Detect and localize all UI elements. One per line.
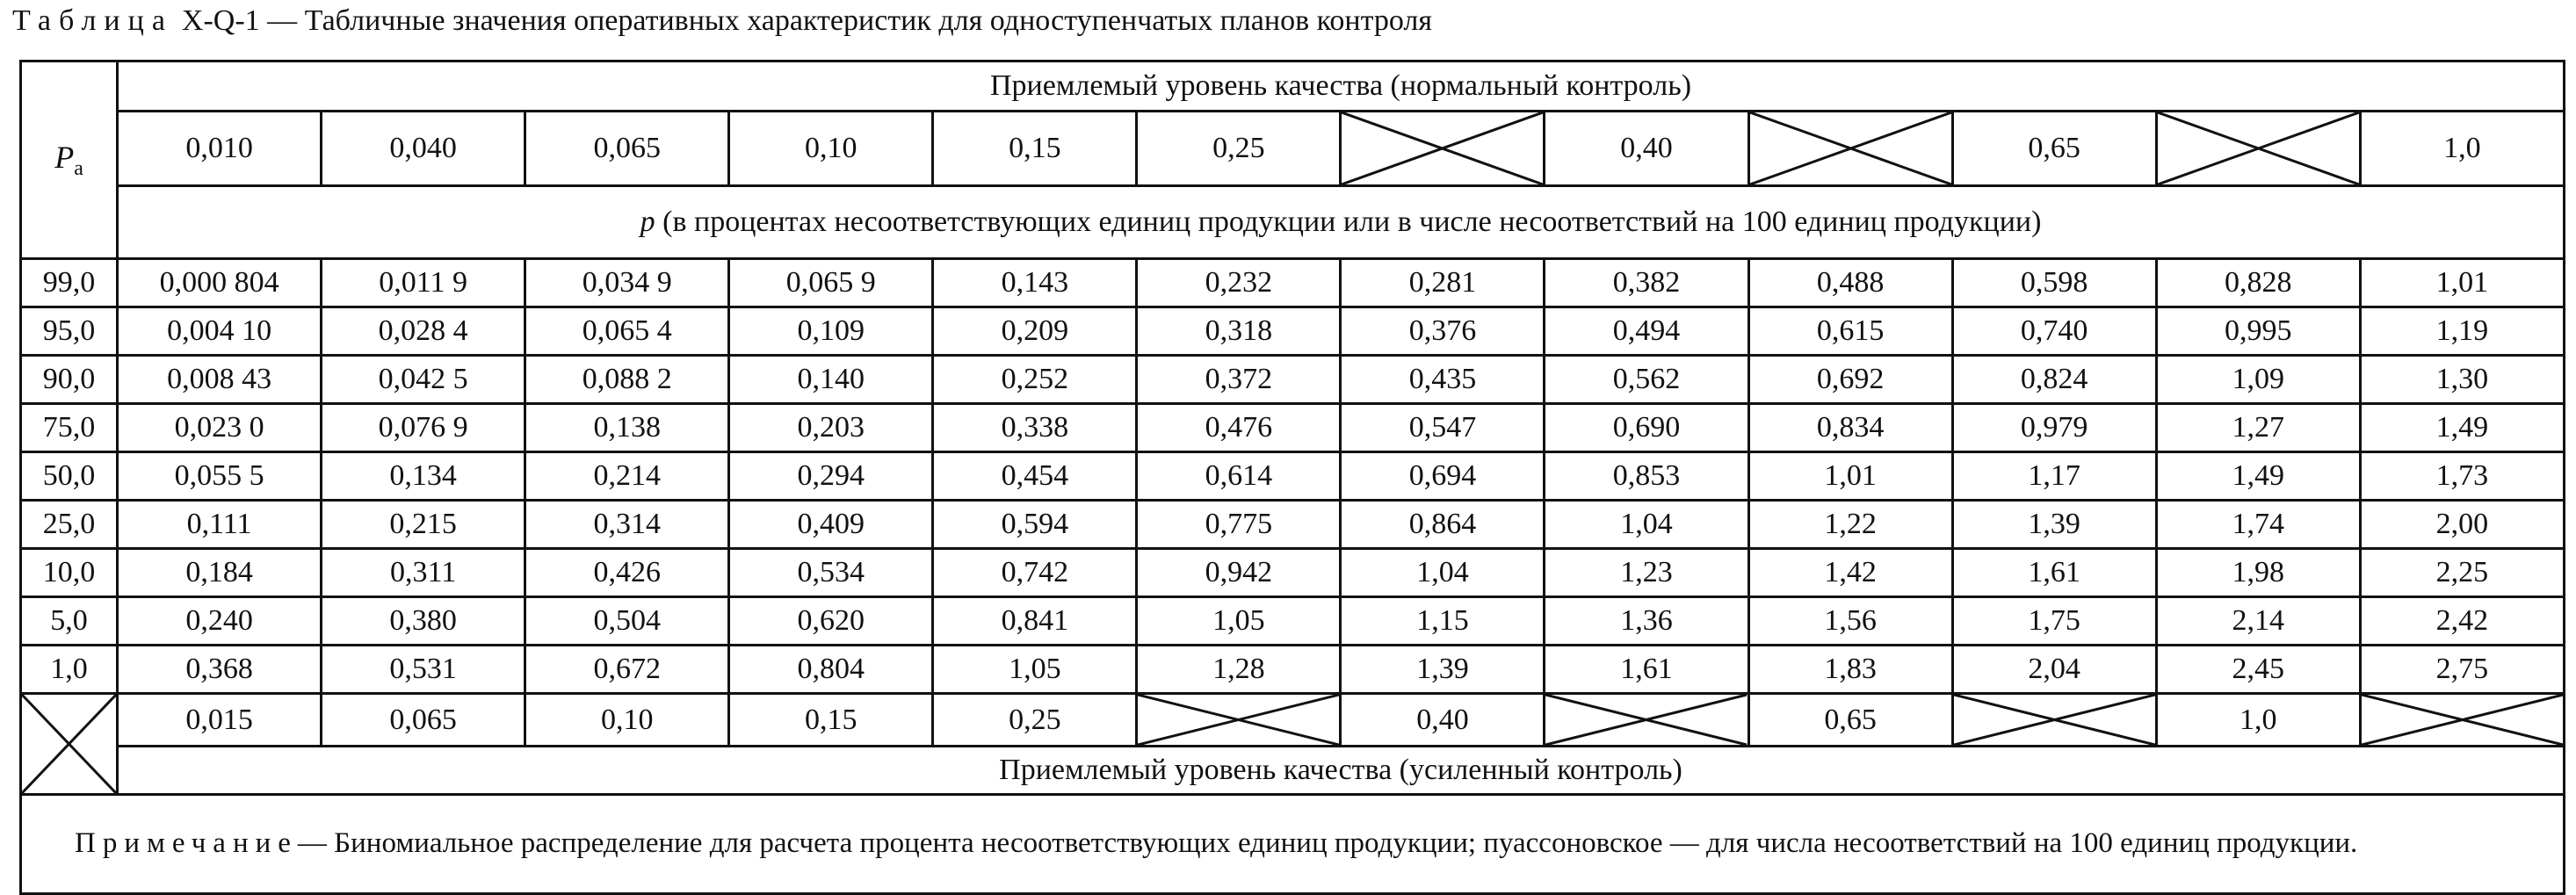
table-row: [21, 549, 2565, 597]
p-value-cell: 0,215: [322, 501, 525, 549]
table-row: [21, 452, 2565, 501]
tightened-aql-cell: 0,065: [322, 694, 525, 747]
p-value-cell: 0,008 43: [118, 356, 322, 404]
p-value-cell: 1,36: [1545, 597, 1748, 646]
p-value-cell: 0,004 10: [118, 307, 322, 356]
p-value-cell: 0,834: [1748, 404, 1952, 452]
p-header-cell: [118, 186, 2565, 259]
p-value-cell: 0,232: [1137, 259, 1341, 307]
p-variable: p: [640, 206, 655, 238]
p-value-cell: 1,61: [1952, 549, 2156, 597]
pa-value-cell: 95,0: [21, 307, 118, 356]
p-value-cell: 0,547: [1341, 404, 1545, 452]
tightened-aql-cell: 0,015: [118, 694, 322, 747]
p-value-cell: 0,109: [729, 307, 933, 356]
p-value-cell: 1,04: [1341, 549, 1545, 597]
pa-value-cell: 75,0: [21, 404, 118, 452]
p-value-cell: 1,73: [2360, 452, 2564, 501]
table-row: [21, 501, 2565, 549]
normal-aql-cell: 0,065: [525, 112, 729, 186]
p-value-cell: 0,088 2: [525, 356, 729, 404]
table-row: [21, 356, 2565, 404]
normal-aql-row: [21, 112, 2565, 186]
table-note: [21, 795, 2565, 894]
p-value-cell: 1,30: [2360, 356, 2564, 404]
normal-aql-cell: 1,0: [2360, 112, 2564, 186]
p-value-cell: 0,828: [2156, 259, 2360, 307]
p-value-cell: 1,19: [2360, 307, 2564, 356]
p-value-cell: 0,184: [118, 549, 322, 597]
p-value-cell: 1,23: [1545, 549, 1748, 597]
p-value-cell: 1,39: [1341, 646, 1545, 694]
p-value-cell: 0,140: [729, 356, 933, 404]
p-value-cell: 1,09: [2156, 356, 2360, 404]
p-value-cell: 2,14: [2156, 597, 2360, 646]
normal-control-header: Приемлемый уровень качества (нормальный контроль): [118, 61, 2565, 112]
p-value-cell: 1,15: [1341, 597, 1545, 646]
normal-aql-cell: 0,040: [322, 112, 525, 186]
p-value-cell: 0,742: [933, 549, 1137, 597]
p-value-cell: 0,134: [322, 452, 525, 501]
empty-cross-cell: [1748, 112, 1952, 186]
p-value-cell: 0,042 5: [322, 356, 525, 404]
p-value-cell: 0,376: [1341, 307, 1545, 356]
p-value-cell: 0,409: [729, 501, 933, 549]
p-value-cell: 0,692: [1748, 356, 1952, 404]
p-value-cell: 0,494: [1545, 307, 1748, 356]
pa-value-cell: 50,0: [21, 452, 118, 501]
pa-value-cell: 10,0: [21, 549, 118, 597]
caption-label: Таблица: [12, 4, 173, 37]
normal-aql-cell: 0,65: [1952, 112, 2156, 186]
normal-aql-cell: 0,10: [729, 112, 933, 186]
p-value-cell: 0,740: [1952, 307, 2156, 356]
pa-value-cell: 1,0: [21, 646, 118, 694]
p-value-cell: 0,942: [1137, 549, 1341, 597]
p-value-cell: 0,314: [525, 501, 729, 549]
p-value-cell: 0,240: [118, 597, 322, 646]
p-value-cell: 0,841: [933, 597, 1137, 646]
p-value-cell: 1,05: [1137, 597, 1341, 646]
tightened-control-header: Приемлемый уровень качества (усиленный контроль): [118, 747, 2565, 795]
p-value-cell: 0,534: [729, 549, 933, 597]
p-value-cell: 1,83: [1748, 646, 1952, 694]
p-value-cell: 2,04: [1952, 646, 2156, 694]
p-value-cell: 0,382: [1545, 259, 1748, 307]
p-value-cell: 1,61: [1545, 646, 1748, 694]
table-row: [21, 259, 2565, 307]
empty-cross-cell: [2156, 112, 2360, 186]
pa-header-cell: [21, 61, 118, 259]
normal-aql-cell: 0,40: [1545, 112, 1748, 186]
p-value-cell: 0,694: [1341, 452, 1545, 501]
p-value-cell: 1,28: [1137, 646, 1341, 694]
p-value-cell: 2,00: [2360, 501, 2564, 549]
table-row: [21, 646, 2565, 694]
p-value-cell: 0,143: [933, 259, 1137, 307]
p-value-cell: 2,75: [2360, 646, 2564, 694]
p-value-cell: 0,214: [525, 452, 729, 501]
p-value-cell: 1,49: [2156, 452, 2360, 501]
p-value-cell: 0,372: [1137, 356, 1341, 404]
tightened-aql-row: [21, 694, 2565, 747]
empty-cross-cell: [1952, 694, 2156, 747]
p-value-cell: 0,614: [1137, 452, 1341, 501]
p-value-cell: 0,562: [1545, 356, 1748, 404]
p-value-cell: 0,435: [1341, 356, 1545, 404]
p-value-cell: 1,49: [2360, 404, 2564, 452]
p-value-cell: 0,203: [729, 404, 933, 452]
pa-value-cell: 5,0: [21, 597, 118, 646]
p-value-cell: 0,076 9: [322, 404, 525, 452]
tightened-aql-cell: 0,65: [1748, 694, 1952, 747]
p-value-cell: 0,594: [933, 501, 1137, 549]
oc-values-table: [19, 60, 2565, 895]
p-header-row: [21, 186, 2565, 259]
p-value-cell: 0,426: [525, 549, 729, 597]
empty-cross-cell: [1137, 694, 1341, 747]
p-value-cell: 0,011 9: [322, 259, 525, 307]
p-value-cell: 0,294: [729, 452, 933, 501]
p-value-cell: 1,17: [1952, 452, 2156, 501]
note-label: Примечание: [75, 827, 298, 859]
pa-value-cell: 25,0: [21, 501, 118, 549]
p-value-cell: 0,368: [118, 646, 322, 694]
table-row: [21, 404, 2565, 452]
p-value-cell: 1,22: [1748, 501, 1952, 549]
p-value-cell: 0,504: [525, 597, 729, 646]
pa-value-cell: 99,0: [21, 259, 118, 307]
note-text: — Биномиальное распределение для расчета процента несоответствующих единиц продукции; пуассоновское — для числа несоответствий на 100 единиц продукции.: [297, 827, 2358, 859]
normal-aql-cell: 0,010: [118, 112, 322, 186]
p-value-cell: 0,454: [933, 452, 1137, 501]
p-value-cell: 0,111: [118, 501, 322, 549]
p-value-cell: 0,598: [1952, 259, 2156, 307]
pa-value-cell: 90,0: [21, 356, 118, 404]
pa-symbol: $P_a$: [54, 139, 83, 181]
empty-cross-cell: [1545, 694, 1748, 747]
tightened-aql-cell: 1,0: [2156, 694, 2360, 747]
p-value-cell: 1,01: [1748, 452, 1952, 501]
p-value-cell: 1,42: [1748, 549, 1952, 597]
note-row: [21, 795, 2565, 894]
p-value-cell: 0,065 4: [525, 307, 729, 356]
p-value-cell: 0,380: [322, 597, 525, 646]
table-row: [21, 597, 2565, 646]
p-value-cell: 1,04: [1545, 501, 1748, 549]
p-value-cell: 0,488: [1748, 259, 1952, 307]
empty-cross-cell: [2360, 694, 2564, 747]
p-value-cell: 0,311: [322, 549, 525, 597]
p-value-cell: 1,01: [2360, 259, 2564, 307]
p-value-cell: 0,252: [933, 356, 1137, 404]
normal-header-row: [21, 61, 2565, 112]
empty-cross-cell: [1341, 112, 1545, 186]
p-value-cell: 0,476: [1137, 404, 1341, 452]
p-value-cell: 1,56: [1748, 597, 1952, 646]
p-value-cell: 0,034 9: [525, 259, 729, 307]
table-caption: [12, 2, 1432, 40]
normal-aql-cell: 0,25: [1137, 112, 1341, 186]
tightened-aql-cell: 0,25: [933, 694, 1137, 747]
table-row: [21, 307, 2565, 356]
p-value-cell: 1,75: [1952, 597, 2156, 646]
p-value-cell: 2,42: [2360, 597, 2564, 646]
p-value-cell: 0,281: [1341, 259, 1545, 307]
p-value-cell: 0,318: [1137, 307, 1341, 356]
p-header-text: (в процентах несоответствующих единиц продукции или в числе несоответствий на 100 единиц продукции): [662, 206, 2042, 238]
p-value-cell: 0,531: [322, 646, 525, 694]
p-value-cell: 0,055 5: [118, 452, 322, 501]
tightened-aql-cell: 0,15: [729, 694, 933, 747]
p-value-cell: 0,138: [525, 404, 729, 452]
p-value-cell: 0,824: [1952, 356, 2156, 404]
p-value-cell: 0,804: [729, 646, 933, 694]
p-value-cell: 2,25: [2360, 549, 2564, 597]
p-value-cell: 1,05: [933, 646, 1137, 694]
p-value-cell: 1,74: [2156, 501, 2360, 549]
p-value-cell: 0,023 0: [118, 404, 322, 452]
tightened-aql-cell: 0,10: [525, 694, 729, 747]
p-value-cell: 0,775: [1137, 501, 1341, 549]
p-value-cell: 1,27: [2156, 404, 2360, 452]
p-value-cell: 1,39: [1952, 501, 2156, 549]
p-value-cell: 2,45: [2156, 646, 2360, 694]
p-value-cell: 1,98: [2156, 549, 2360, 597]
p-value-cell: 0,209: [933, 307, 1137, 356]
tightened-aql-cell: 0,40: [1341, 694, 1545, 747]
corner-cross-cell: [21, 694, 118, 795]
p-value-cell: 0,028 4: [322, 307, 525, 356]
caption-text: X-Q-1 — Табличные значения оперативных характеристик для одноступенчатых планов контроля: [181, 4, 1433, 37]
p-value-cell: 0,690: [1545, 404, 1748, 452]
p-value-cell: 0,615: [1748, 307, 1952, 356]
p-value-cell: 0,979: [1952, 404, 2156, 452]
p-value-cell: 0,620: [729, 597, 933, 646]
p-value-cell: 0,000 804: [118, 259, 322, 307]
p-value-cell: 0,065 9: [729, 259, 933, 307]
p-value-cell: 0,864: [1341, 501, 1545, 549]
p-value-cell: 0,853: [1545, 452, 1748, 501]
p-value-cell: 0,672: [525, 646, 729, 694]
p-value-cell: 0,338: [933, 404, 1137, 452]
tightened-header-row: [21, 747, 2565, 795]
normal-aql-cell: 0,15: [933, 112, 1137, 186]
p-value-cell: 0,995: [2156, 307, 2360, 356]
